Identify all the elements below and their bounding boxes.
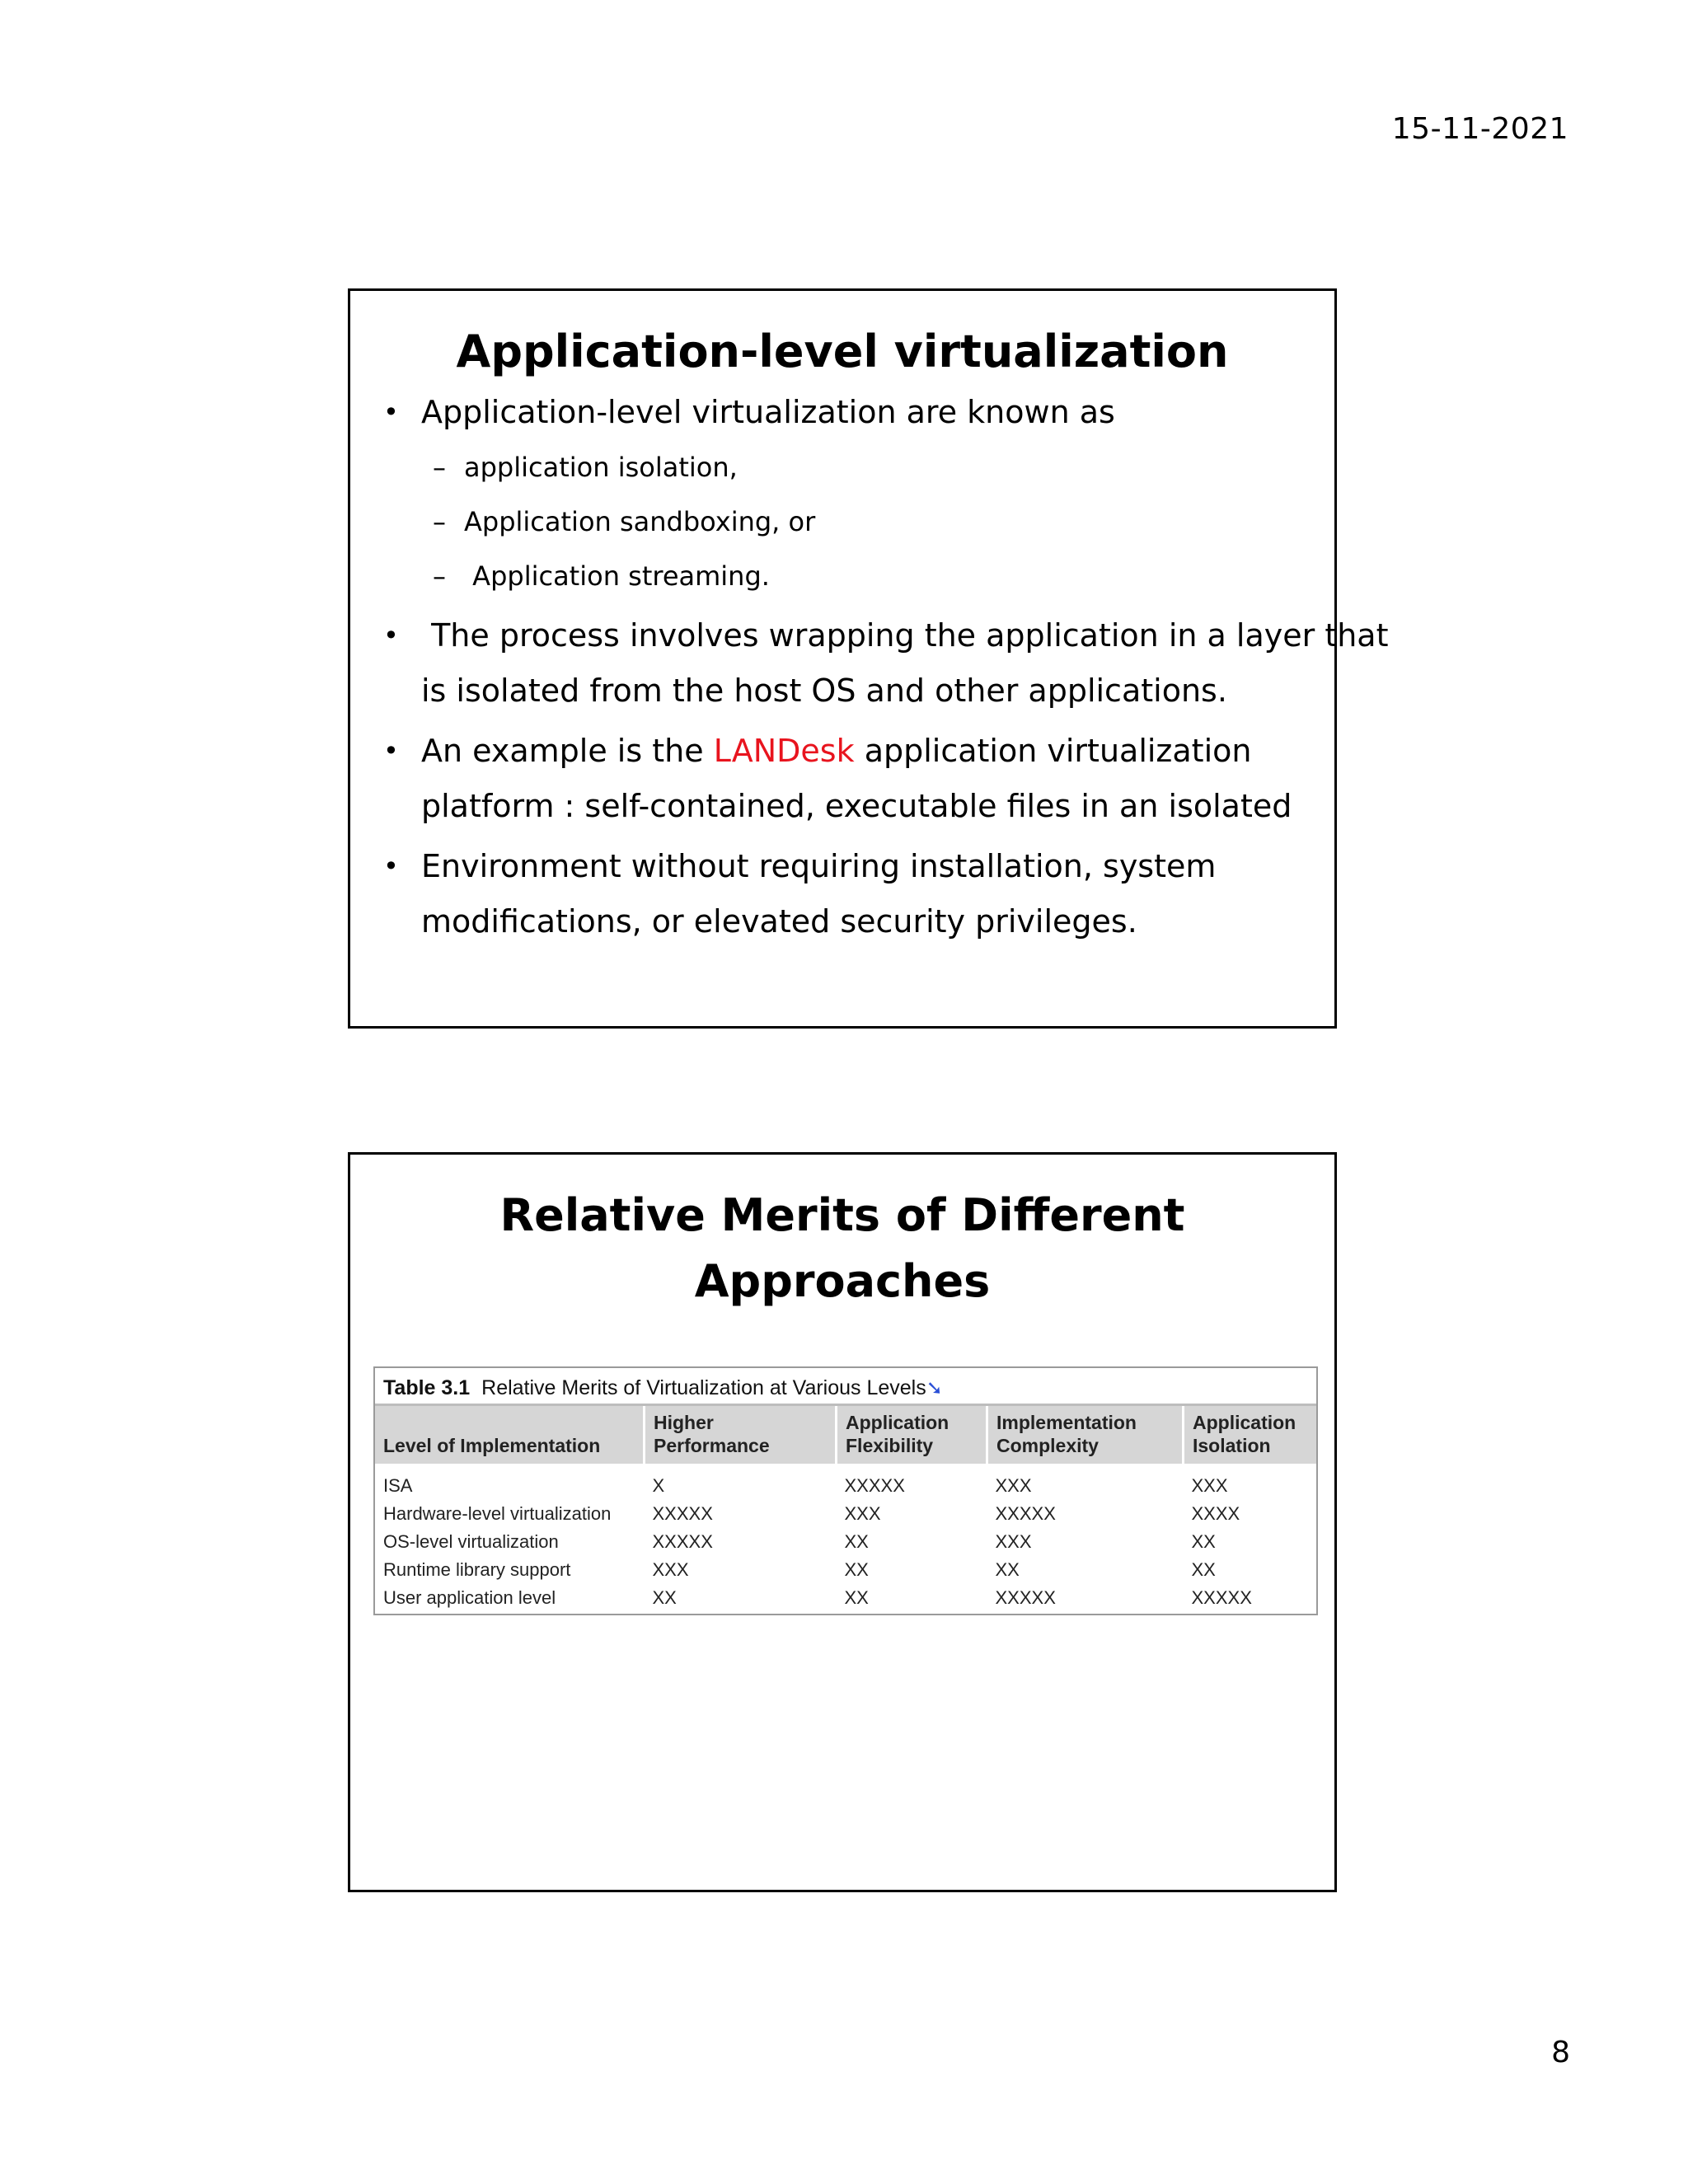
table-cell: XXX <box>652 1559 689 1580</box>
table-caption <box>375 1368 1316 1406</box>
table-row <box>375 1584 1316 1614</box>
table-cell: XXX <box>995 1475 1032 1496</box>
sub-bullet-text: Application streaming. <box>464 560 770 592</box>
bullet-text: is isolated from the host OS and other applications. <box>421 672 1227 709</box>
table-header-cell: Application Flexibility <box>837 1406 987 1464</box>
title-line: Approaches <box>694 1255 991 1307</box>
merits-table <box>375 1406 1316 1614</box>
table-cell: XX <box>652 1587 677 1608</box>
table-cell: XXXXX <box>1191 1587 1252 1608</box>
cursor-icon: ➘ <box>926 1377 943 1399</box>
slide-application-level-virtualization <box>348 288 1389 1029</box>
slide-title <box>350 1155 1334 1315</box>
bullet-dot-icon: • <box>383 734 399 766</box>
table-cell: XX <box>995 1559 1020 1580</box>
table-cell: XXXXX <box>844 1475 905 1496</box>
table-caption-label: Table 3.1 <box>383 1376 471 1399</box>
table-header-cell: Implementation Complexity <box>987 1406 1184 1464</box>
table-row <box>375 1528 1316 1556</box>
sub-bullet-item <box>350 440 1334 494</box>
dash-icon: – <box>433 560 446 592</box>
sub-bullet-text: application isolation, <box>464 451 738 483</box>
table-row <box>375 1556 1316 1584</box>
sub-bullet-text: Application sandboxing, or <box>464 505 816 537</box>
bullet-text: Environment without requiring installation, system <box>421 847 1217 884</box>
table-header-cell: Application Isolation <box>1184 1406 1317 1464</box>
table-cell: XXXXX <box>995 1503 1056 1524</box>
dash-icon: – <box>433 505 446 537</box>
table-cell: XXXXX <box>652 1503 713 1524</box>
table-cell: Hardware-level virtualization <box>383 1503 612 1524</box>
table-header-cell: Level of Implementation <box>375 1406 645 1464</box>
table-cell: XXX <box>995 1531 1032 1552</box>
bullet-text: The process involves wrapping the application in a layer that <box>421 616 1389 654</box>
table-row <box>375 1464 1316 1500</box>
table-cell: XX <box>1191 1559 1216 1580</box>
table-header-cell: Higher Performance <box>645 1406 837 1464</box>
bullet-item <box>350 839 1334 949</box>
sub-bullet-item <box>350 494 1334 549</box>
bullet-dot-icon: • <box>383 396 399 428</box>
landesk-highlight: LANDesk <box>713 732 855 769</box>
bullet-dot-icon: • <box>383 619 399 651</box>
dash-icon: – <box>433 451 446 483</box>
slide-relative-merits <box>348 1152 1337 1892</box>
title-line: Relative Merits of Different <box>499 1189 1185 1241</box>
sub-bullet-item <box>350 549 1334 603</box>
table-header-row <box>375 1406 1316 1464</box>
table-cell: XX <box>1191 1531 1216 1552</box>
bullet-list <box>350 385 1389 949</box>
table-cell: XX <box>844 1559 869 1580</box>
bullet-text: Application-level virtualization are known as <box>421 393 1115 430</box>
table-cell: XXXX <box>1191 1503 1240 1524</box>
bullet-text: application virtualization <box>854 732 1252 769</box>
slide-title: Application-level virtualization <box>456 326 1229 377</box>
table-cell: XX <box>844 1531 869 1552</box>
table-cell: XXX <box>1191 1475 1228 1496</box>
table-cell: User application level <box>383 1587 556 1608</box>
bullet-text: An example is the <box>421 732 714 769</box>
page-number: 8 <box>1551 2036 1570 2069</box>
table-cell: Runtime library support <box>383 1559 571 1580</box>
table-cell: XXXXX <box>652 1531 713 1552</box>
bullet-item <box>350 385 1334 440</box>
slide-date: 15-11-2021 <box>1391 112 1568 146</box>
bullet-item <box>350 724 1334 834</box>
table-row <box>375 1500 1316 1528</box>
bullet-dot-icon: • <box>383 850 399 882</box>
table-cell: OS-level virtualization <box>383 1531 559 1552</box>
table-cell: X <box>652 1475 665 1496</box>
table-caption-text: Relative Merits of Virtualization at Various Levels <box>481 1376 926 1399</box>
bullet-text: platform : self-contained, executable files in an isolated <box>421 787 1292 824</box>
bullet-item <box>350 608 1389 719</box>
table-cell: XXX <box>844 1503 881 1524</box>
table-cell: XX <box>844 1587 869 1608</box>
table-cell: XXXXX <box>995 1587 1056 1608</box>
merits-table-image <box>373 1366 1318 1615</box>
bullet-text: modifications, or elevated security privileges. <box>421 902 1137 940</box>
table-cell: ISA <box>383 1475 413 1496</box>
